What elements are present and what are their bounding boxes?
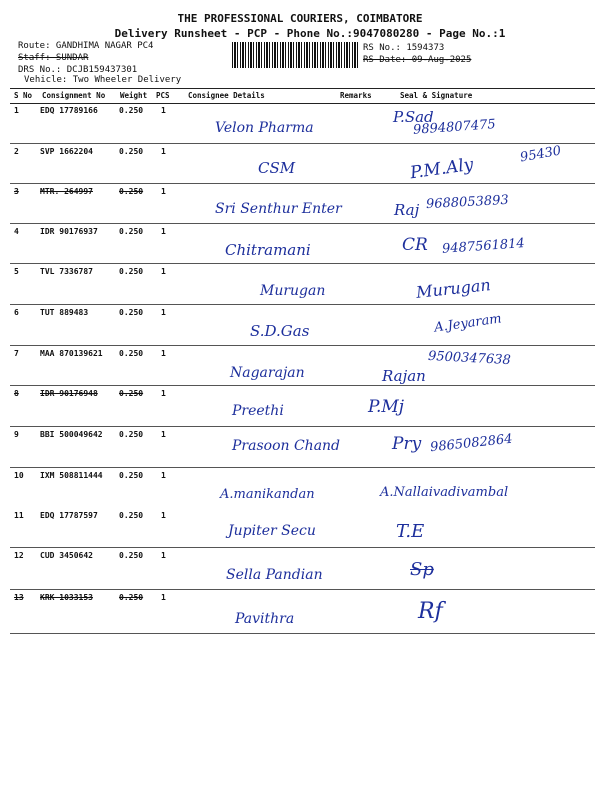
row-sno: 6 [14, 308, 19, 317]
row-weight: 0.250 [119, 430, 144, 439]
signature-phone: 9865082864 [429, 431, 514, 456]
table-row [10, 426, 595, 468]
row-consignment: TUT 889483 [40, 308, 89, 317]
staff-label: Staff: SUNDAR [18, 53, 89, 63]
signature: T.E [396, 521, 425, 542]
table-row [10, 102, 595, 144]
row-weight: 0.250 [119, 147, 144, 156]
row-sno: 12 [14, 551, 24, 560]
row-pcs: 1 [161, 187, 166, 196]
row-sno: 7 [14, 349, 19, 358]
row-weight: 0.250 [119, 187, 144, 196]
rs-number: RS No.: 1594373 [363, 43, 445, 53]
consignee-handwriting: Nagarajan [230, 365, 305, 381]
row-consignment: MAA 870139621 [40, 349, 103, 358]
row-consignment: BBI 500049642 [40, 430, 103, 439]
row-pcs: 1 [161, 511, 166, 520]
row-pcs: 1 [161, 430, 166, 439]
row-pcs: 1 [161, 349, 166, 358]
row-sno: 10 [14, 471, 24, 480]
col-weight: Weight [120, 91, 148, 100]
signature: Raj [394, 201, 420, 219]
signature-phone: 9894807475 [412, 117, 497, 138]
row-consignment: IDR 90176937 [40, 227, 98, 236]
signature-phone: 9500347638 [427, 348, 512, 369]
consignee-handwriting: S.D.Gas [250, 322, 310, 340]
row-consignment: SVP 1662204 [40, 147, 93, 156]
row-consignment: IXM 508811444 [40, 471, 103, 480]
row-pcs: 1 [161, 147, 166, 156]
row-weight: 0.250 [119, 471, 144, 480]
row-consignment: TVL 7336787 [40, 267, 93, 276]
signature: P.Mj [368, 397, 405, 417]
table-row [10, 467, 595, 507]
row-weight: 0.250 [119, 389, 144, 398]
row-pcs: 1 [161, 308, 166, 317]
consignee-handwriting: Pavithra [235, 611, 295, 627]
table-row [10, 143, 595, 184]
consignee-handwriting: Chitramani [225, 241, 311, 259]
signature-phone: 9487561814 [441, 236, 526, 257]
table-row [10, 507, 595, 548]
signature-phone: 95430 [519, 143, 563, 166]
row-weight: 0.250 [119, 349, 144, 358]
signature: P.Sad [393, 108, 434, 126]
row-consignment: EDQ 17789166 [40, 106, 98, 115]
row-weight: 0.250 [119, 308, 144, 317]
table-row [10, 304, 595, 346]
row-sno: 9 [14, 430, 19, 439]
signature: Rajan [382, 367, 426, 385]
col-remarks: Remarks [340, 91, 372, 100]
consignee-handwriting: CSM [258, 159, 296, 177]
col-seal: Seal & Signature [400, 91, 473, 100]
table-row [10, 263, 595, 305]
table-row [10, 385, 595, 427]
row-weight: 0.250 [119, 593, 144, 602]
row-consignment: MTR. 264997 [40, 187, 93, 196]
row-pcs: 1 [161, 227, 166, 236]
consignee-handwriting: Sri Senthur Enter [215, 201, 342, 217]
row-sno: 11 [14, 511, 24, 520]
table-row [10, 223, 595, 264]
table-row [10, 589, 595, 634]
signature: A.Nallaivadivambal [380, 485, 509, 500]
row-sno: 1 [14, 106, 19, 115]
row-sno: 3 [14, 187, 19, 196]
row-pcs: 1 [161, 593, 166, 602]
signature: Pry [392, 434, 422, 454]
signature: Rf [418, 599, 443, 624]
rs-date: RS Date: 09-Aug-2025 [363, 55, 472, 65]
row-weight: 0.250 [119, 106, 144, 115]
table-row [10, 547, 595, 590]
row-sno: 5 [14, 267, 19, 276]
row-pcs: 1 [161, 389, 166, 398]
consignee-handwriting: Jupiter Secu [228, 523, 316, 539]
row-pcs: 1 [161, 551, 166, 560]
signature: Sp [410, 559, 434, 580]
col-consignment: Consignment No [42, 91, 106, 100]
row-weight: 0.250 [119, 267, 144, 276]
row-sno: 2 [14, 147, 19, 156]
vehicle-label: Vehicle: Two Wheeler Delivery [24, 75, 182, 85]
row-consignment: KRK 1033153 [40, 593, 93, 602]
consignee-handwriting: Prasoon Chand [232, 438, 341, 454]
row-sno: 4 [14, 227, 19, 236]
signature-phone: 9688053893 [425, 192, 510, 213]
signature: A.Jeyaram [433, 311, 503, 336]
document-title: THE PROFESSIONAL COURIERS, COIMBATORE [177, 12, 423, 25]
row-pcs: 1 [161, 471, 166, 480]
row-pcs: 1 [161, 106, 166, 115]
drs-number: DRS No.: DCJB159437301 [18, 65, 138, 75]
barcode [232, 42, 358, 68]
consignee-handwriting: Sella Pandian [226, 567, 323, 583]
row-consignment: IDR 90176948 [40, 389, 98, 398]
signature: Murugan [415, 275, 492, 302]
row-consignment: CUD 3450642 [40, 551, 93, 560]
table-row [10, 345, 595, 386]
row-weight: 0.250 [119, 227, 144, 236]
consignee-handwriting: A.manikandan [220, 487, 315, 502]
consignee-handwriting: Velon Pharma [215, 120, 314, 136]
document-subtitle: Delivery Runsheet - PCP - Phone No.:9047080280 - Page No.:1 [114, 27, 506, 40]
row-sno: 13 [14, 593, 24, 602]
col-pcs: PCS [156, 91, 170, 100]
consignee-handwriting: Preethi [232, 403, 284, 419]
row-weight: 0.250 [119, 511, 144, 520]
col-sno: S No [14, 91, 33, 100]
row-consignment: EDQ 17787597 [40, 511, 98, 520]
signature: CR [402, 235, 428, 255]
row-weight: 0.250 [119, 551, 144, 560]
row-sno: 8 [14, 389, 19, 398]
consignee-handwriting: Murugan [260, 283, 326, 299]
signature: P.M.Aly [408, 154, 475, 184]
route-label: Route: GANDHIMA NAGAR PC4 [18, 41, 154, 51]
row-pcs: 1 [161, 267, 166, 276]
col-consignee: Consignee Details [188, 91, 265, 100]
table-row [10, 183, 595, 224]
